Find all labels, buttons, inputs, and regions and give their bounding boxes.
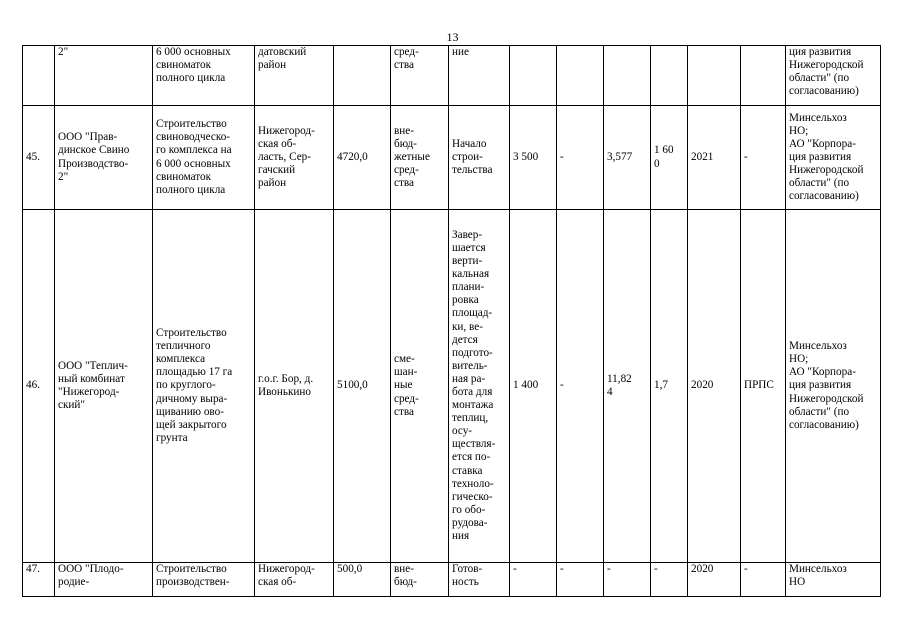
cell-row-number: 45. (23, 106, 55, 210)
cell-value-4: 1 60 0 (651, 106, 688, 210)
cell-value-2: - (557, 563, 604, 597)
cell-responsible-party: Минсельхоз НО; АО "Корпора- ция развития Нижегородской области" (по согласованию) (786, 210, 881, 563)
cell-program: ПРПС (741, 210, 786, 563)
cell-location: г.о.г. Бор, д. Ивонькино (255, 210, 334, 563)
cell-funding-source: вне- бюд- (391, 563, 449, 597)
cell-project-description: Строительство свиноводческо- го комплекса на 6 000 основных свиноматок полного цикла (153, 106, 255, 210)
page-number: 13 (446, 30, 459, 44)
cell-value-2: - (557, 210, 604, 563)
cell-status: Готов- ность (449, 563, 510, 597)
cell-year: 2021 (688, 106, 741, 210)
cell-funding-source: сме- шан- ные сред- ства (391, 210, 449, 563)
cell-value-1: 1 400 (510, 210, 557, 563)
cell-location: датовский район (255, 46, 334, 106)
table-row (23, 210, 881, 563)
cell-program (741, 46, 786, 106)
cell-year: 2020 (688, 210, 741, 563)
cell-value-4: 1,7 (651, 210, 688, 563)
cell-organization: ООО "Плодо- родие- (55, 563, 153, 597)
table-row (23, 46, 881, 106)
cell-year (688, 46, 741, 106)
cell-value-2 (557, 46, 604, 106)
cell-status: ние (449, 46, 510, 106)
table-row (23, 106, 881, 210)
cell-cost: 500,0 (334, 563, 391, 597)
cell-value-4: - (651, 563, 688, 597)
cell-project-description: Строительство производствен- (153, 563, 255, 597)
table-row (23, 563, 881, 597)
cell-organization: ООО "Теплич- ный комбинат "Нижегород- ский" (55, 210, 153, 563)
cell-value-3 (604, 46, 651, 106)
cell-cost (334, 46, 391, 106)
cell-location: Нижегород- ская об- ласть, Сер- гачский район (255, 106, 334, 210)
investment-projects-table (22, 45, 881, 597)
cell-location: Нижегород- ская об- (255, 563, 334, 597)
cell-responsible-party: Минсельхоз НО; АО "Корпора- ция развития Нижегородской области" (по согласованию) (786, 106, 881, 210)
cell-responsible-party: ция развития Нижегородской области" (по согласованию) (786, 46, 881, 106)
cell-funding-source: сред- ства (391, 46, 449, 106)
cell-organization: ООО "Прав- динское Свино Производство- 2" (55, 106, 153, 210)
cell-year: 2020 (688, 563, 741, 597)
cell-cost: 5100,0 (334, 210, 391, 563)
cell-value-1: 3 500 (510, 106, 557, 210)
cell-organization: 2" (55, 46, 153, 106)
cell-row-number (23, 46, 55, 106)
cell-value-3: 11,82 4 (604, 210, 651, 563)
cell-row-number: 46. (23, 210, 55, 563)
cell-project-description: Строительство тепличного комплекса площадью 17 га по круглого- дичному выра- щиванию ово- щей закрытого грунта (153, 210, 255, 563)
cell-value-3: - (604, 563, 651, 597)
cell-status: Начало строи- тельства (449, 106, 510, 210)
cell-value-3: 3,577 (604, 106, 651, 210)
cell-row-number: 47. (23, 563, 55, 597)
cell-funding-source: вне- бюд- жетные сред- ства (391, 106, 449, 210)
cell-project-description: 6 000 основных свиноматок полного цикла (153, 46, 255, 106)
cell-value-2: - (557, 106, 604, 210)
cell-responsible-party: Минсельхоз НО (786, 563, 881, 597)
cell-value-1 (510, 46, 557, 106)
cell-value-4 (651, 46, 688, 106)
cell-value-1: - (510, 563, 557, 597)
cell-cost: 4720,0 (334, 106, 391, 210)
cell-status: Завер- шается верти- кальная плани- ровка площад- ки, ве- дется подгото- витель- ная ра- бота для монтажа теплиц, осу- ществля- ется по- ставка техноло- гическо- го обо- рудова- ния (449, 210, 510, 563)
cell-program: - (741, 106, 786, 210)
cell-program: - (741, 563, 786, 597)
